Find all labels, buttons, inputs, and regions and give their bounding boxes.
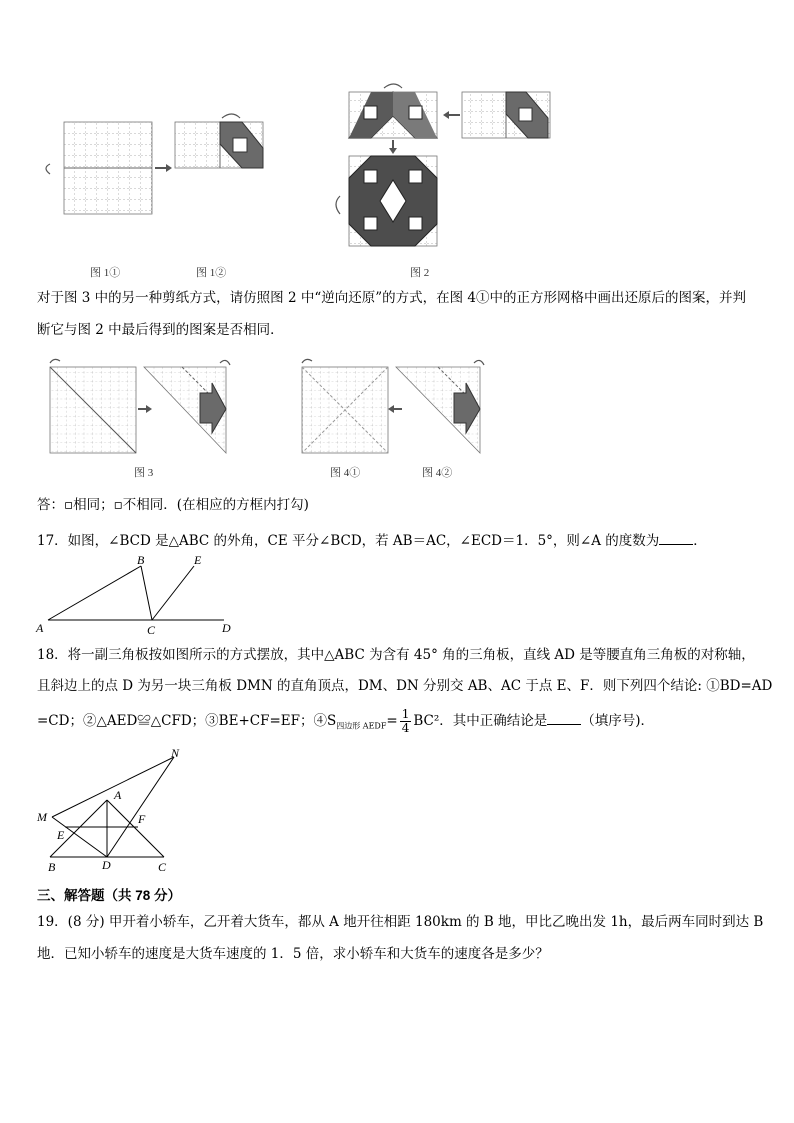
label-E18: E [57,828,65,842]
paragraph-fig3-line1: 对于图 3 中的另一种剪纸方式，请仿照图 2 中“逆向还原”的方式，在图 4①中的正方形网格中画出还原后的图案，并判 [37,290,747,306]
question-18-line3-b: BC²．其中正确结论是 [413,713,548,729]
figure-caption-2: 图 2 [410,267,430,279]
label-M: M [37,810,47,824]
figure-caption-3: 图 3 [134,467,154,479]
label-A: A [36,621,44,635]
question-19-line2: 地．已知小轿车的速度是大货车速度的 1．5 倍，求小轿车和大货车的速度各是多少？ [37,946,549,962]
area-subscript: 四边形 AEDF [336,721,387,731]
label-B18: B [48,860,56,874]
figure-3-and-4 [40,355,510,455]
question-17 [37,530,707,551]
figure-1-and-2 [30,78,570,278]
figure-caption-4-2: 图 4② [422,467,453,479]
fraction-one-quarter: $\frac{1}{4}$ [401,707,410,735]
question-17-text: 17．如图，∠BCD 是△ABC 的外角，CE 平分∠BCD，若 AB＝AC，∠ECD＝1．5°，则∠A 的度数为 [37,533,660,549]
question-18-eq: = [386,713,398,729]
figure-caption-1-2: 图 1② [196,267,227,279]
label-D: D [222,621,231,635]
question-18-line3-a: =CD；②△AED≌△CFD；③BE+CF=EF；④S [37,713,337,729]
question-18-line1: 18．将一副三角板按如图所示的方式摆放，其中△ABC 为含有 45° 角的三角板，直线 AD 是等腰直角三角板的对称轴， [37,647,755,663]
label-C18: C [158,860,167,874]
question-19-line1: 19．(8 分) 甲开着小轿车，乙开着大货车，都从 A 地开往相距 180km 的 B 地，甲比乙晚出发 1h，最后两车同时到达 B [37,914,764,930]
paragraph-fig3-line2: 断它与图 2 中最后得到的图案是否相同． [37,322,284,338]
label-C: C [147,623,156,636]
question-18-line3 [37,706,654,740]
answer-line: 答：▫相同；▫不相同．(在相应的方框内打勾) [37,497,309,513]
figure-caption-1-1: 图 1① [90,267,121,279]
answer-blank-18[interactable] [547,710,581,725]
label-N: N [171,746,180,760]
label-B: B [137,553,145,567]
question-18-line2: 且斜边上的点 D 为另一块三角板 DMN 的直角顶点，DM、DN 分别交 AB、AC 于点 E、F．则下列四个结论: ①BD=AD [37,678,773,694]
figure-q17 [34,552,244,636]
label-F: F [138,812,146,826]
question-17-end: ． [693,533,707,549]
figure-q18 [34,745,194,875]
figure-caption-4-1: 图 4① [330,467,361,479]
label-E: E [194,553,202,567]
label-A18: A [114,788,122,802]
question-18-line3-c: （填序号)． [581,713,655,729]
answer-blank-17[interactable] [659,530,693,545]
label-D18: D [102,858,111,872]
section-heading-3: 三、解答题（共 78 分） [37,888,182,903]
